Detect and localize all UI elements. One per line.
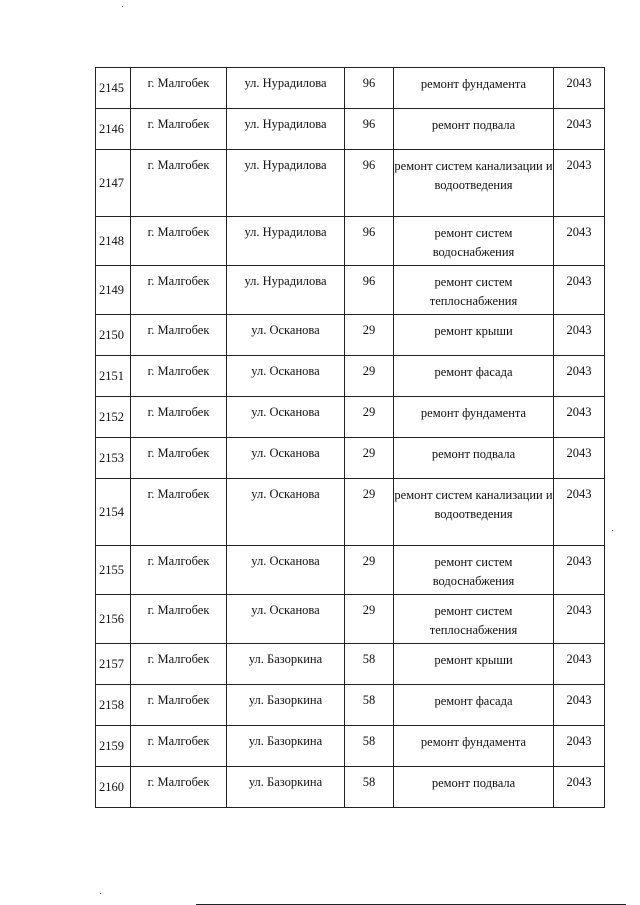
cell-street: ул. Осканова: [227, 595, 345, 644]
table-row: [96, 438, 605, 479]
cell-street: ул. Осканова: [227, 315, 345, 356]
repair-schedule-table: [95, 67, 605, 808]
cell-number: 2148: [96, 217, 131, 266]
cell-work-type: ремонт систем канализации и водоотведения: [394, 150, 554, 217]
cell-year: 2043: [554, 217, 605, 266]
table-row: [96, 68, 605, 109]
cell-city: г. Малгобек: [131, 150, 227, 217]
cell-street: ул. Осканова: [227, 438, 345, 479]
cell-number: 2152: [96, 397, 131, 438]
cell-house: 96: [345, 266, 394, 315]
cell-year: 2043: [554, 479, 605, 546]
cell-number: 2150: [96, 315, 131, 356]
cell-work-type: ремонт фундамента: [394, 726, 554, 767]
cell-year: 2043: [554, 767, 605, 808]
cell-house: 29: [345, 397, 394, 438]
cell-house: 29: [345, 438, 394, 479]
cell-city: г. Малгобек: [131, 438, 227, 479]
cell-work-type: ремонт систем водоснабжения: [394, 217, 554, 266]
cell-year: 2043: [554, 266, 605, 315]
cell-work-type: ремонт систем водоснабжения: [394, 546, 554, 595]
table-body: [96, 68, 605, 808]
table-row: [96, 726, 605, 767]
cell-house: 96: [345, 109, 394, 150]
cell-street: ул. Нурадилова: [227, 68, 345, 109]
table-row: [96, 150, 605, 217]
table-row: [96, 685, 605, 726]
cell-year: 2043: [554, 109, 605, 150]
cell-street: ул. Базоркина: [227, 767, 345, 808]
table-row: [96, 109, 605, 150]
cell-number: 2146: [96, 109, 131, 150]
cell-work-type: ремонт фундамента: [394, 68, 554, 109]
cell-street: ул. Нурадилова: [227, 150, 345, 217]
table-row: [96, 217, 605, 266]
cell-year: 2043: [554, 685, 605, 726]
cell-number: 2156: [96, 595, 131, 644]
cell-number: 2145: [96, 68, 131, 109]
cell-street: ул. Осканова: [227, 397, 345, 438]
cell-number: 2149: [96, 266, 131, 315]
scan-speck: [122, 6, 123, 7]
cell-year: 2043: [554, 438, 605, 479]
cell-year: 2043: [554, 644, 605, 685]
cell-number: 2160: [96, 767, 131, 808]
cell-street: ул. Нурадилова: [227, 217, 345, 266]
cell-year: 2043: [554, 68, 605, 109]
scan-speck: [100, 893, 101, 894]
cell-city: г. Малгобек: [131, 315, 227, 356]
cell-work-type: ремонт фундамента: [394, 397, 554, 438]
cell-number: 2158: [96, 685, 131, 726]
cell-street: ул. Осканова: [227, 546, 345, 595]
cell-year: 2043: [554, 546, 605, 595]
cell-house: 29: [345, 315, 394, 356]
cell-city: г. Малгобек: [131, 726, 227, 767]
table-row: [96, 644, 605, 685]
cell-city: г. Малгобек: [131, 479, 227, 546]
scan-speck: [612, 530, 613, 531]
table-row: [96, 595, 605, 644]
cell-number: 2157: [96, 644, 131, 685]
cell-city: г. Малгобек: [131, 397, 227, 438]
cell-city: г. Малгобек: [131, 356, 227, 397]
cell-city: г. Малгобек: [131, 217, 227, 266]
cell-house: 96: [345, 150, 394, 217]
cell-number: 2151: [96, 356, 131, 397]
cell-work-type: ремонт систем канализации и водоотведения: [394, 479, 554, 546]
cell-year: 2043: [554, 726, 605, 767]
cell-number: 2153: [96, 438, 131, 479]
cell-work-type: ремонт подвала: [394, 438, 554, 479]
cell-street: ул. Осканова: [227, 479, 345, 546]
cell-house: 29: [345, 356, 394, 397]
cell-number: 2155: [96, 546, 131, 595]
cell-city: г. Малгобек: [131, 109, 227, 150]
cell-work-type: ремонт подвала: [394, 767, 554, 808]
cell-work-type: ремонт систем теплоснабжения: [394, 595, 554, 644]
cell-year: 2043: [554, 356, 605, 397]
table-row: [96, 767, 605, 808]
cell-city: г. Малгобек: [131, 266, 227, 315]
cell-year: 2043: [554, 595, 605, 644]
cell-city: г. Малгобек: [131, 685, 227, 726]
table-row: [96, 356, 605, 397]
cell-house: 96: [345, 68, 394, 109]
cell-work-type: ремонт подвала: [394, 109, 554, 150]
cell-work-type: ремонт крыши: [394, 315, 554, 356]
cell-street: ул. Базоркина: [227, 685, 345, 726]
cell-year: 2043: [554, 150, 605, 217]
cell-year: 2043: [554, 397, 605, 438]
cell-street: ул. Нурадилова: [227, 266, 345, 315]
cell-street: ул. Базоркина: [227, 644, 345, 685]
cell-house: 58: [345, 726, 394, 767]
cell-city: г. Малгобек: [131, 68, 227, 109]
cell-house: 58: [345, 767, 394, 808]
cell-house: 29: [345, 479, 394, 546]
cell-number: 2154: [96, 479, 131, 546]
table-row: [96, 315, 605, 356]
cell-year: 2043: [554, 315, 605, 356]
table-row: [96, 266, 605, 315]
cell-work-type: ремонт систем теплоснабжения: [394, 266, 554, 315]
cell-work-type: ремонт фасада: [394, 356, 554, 397]
cell-street: ул. Базоркина: [227, 726, 345, 767]
table-row: [96, 546, 605, 595]
cell-city: г. Малгобек: [131, 767, 227, 808]
cell-work-type: ремонт крыши: [394, 644, 554, 685]
cell-city: г. Малгобек: [131, 595, 227, 644]
cell-city: г. Малгобек: [131, 546, 227, 595]
cell-house: 58: [345, 644, 394, 685]
cell-house: 29: [345, 595, 394, 644]
cell-number: 2159: [96, 726, 131, 767]
table-row: [96, 397, 605, 438]
cell-number: 2147: [96, 150, 131, 217]
table-row: [96, 479, 605, 546]
cell-house: 58: [345, 685, 394, 726]
cell-house: 96: [345, 217, 394, 266]
cell-house: 29: [345, 546, 394, 595]
cell-city: г. Малгобек: [131, 644, 227, 685]
cell-street: ул. Осканова: [227, 356, 345, 397]
cell-work-type: ремонт фасада: [394, 685, 554, 726]
cell-street: ул. Нурадилова: [227, 109, 345, 150]
